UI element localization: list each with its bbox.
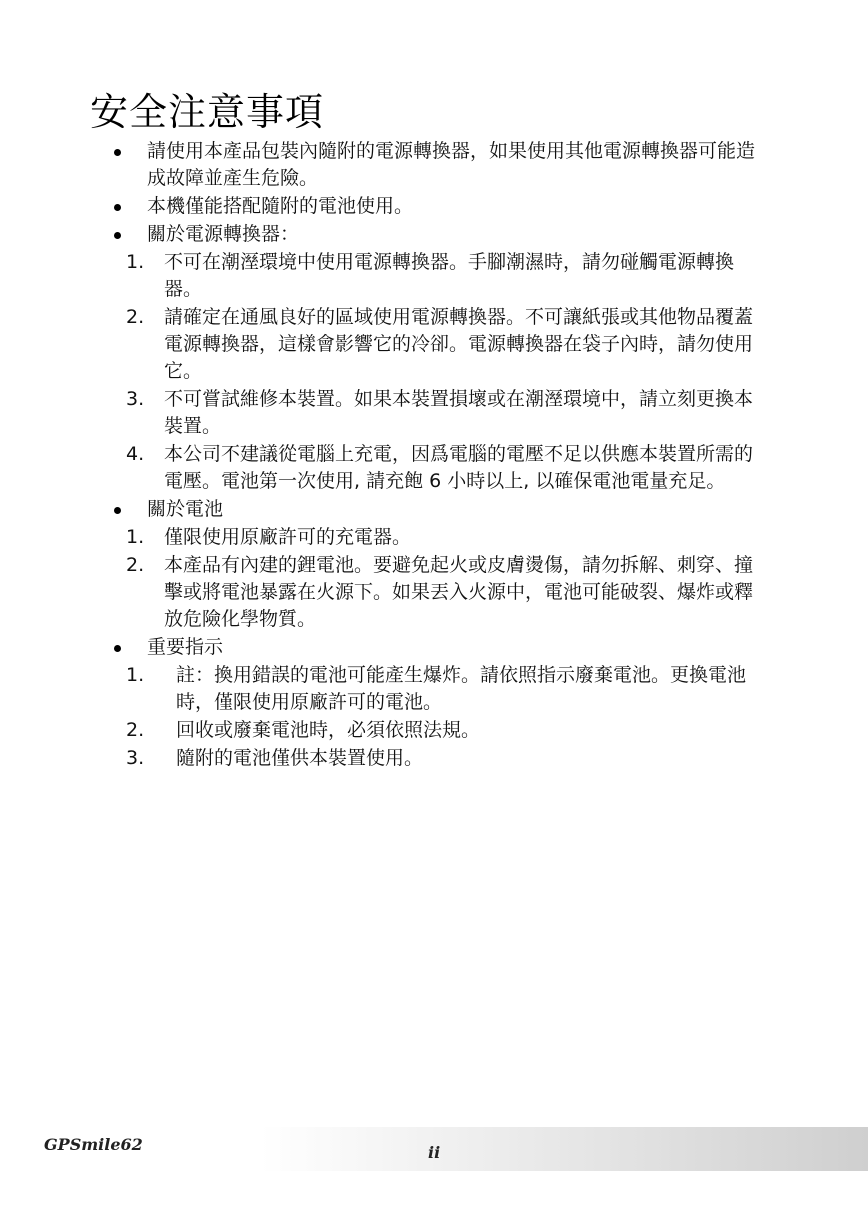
numbered-item [0,717,776,744]
item-text: 本產品有內建的鋰電池。要避免起火或皮膚燙傷，請勿拆解、刺穿、撞擊或將電池暴露在火源下。如果丟入火源中，電池可能破裂、爆炸或釋放危險化學物質。 [164,554,754,630]
numbered-item [0,304,767,385]
item-number: 4. [126,443,145,465]
bullet-item [0,634,770,661]
bullet-dot [114,204,121,211]
bullet-item [0,496,770,523]
bullet-item [0,193,770,220]
bullet-text: 本機僅能搭配隨附的電池使用。 [147,195,414,217]
numbered-item [0,745,776,772]
numbered-item [0,386,767,440]
item-text: 不可嘗試維修本裝置。如果本裝置損壞或在潮溼環境中，請立刻更換本裝置。 [164,388,754,437]
item-text: 僅限使用原廠許可的充電器。 [164,526,412,548]
page-number: ii [428,1143,441,1162]
item-number: 3. [126,747,145,769]
bullet-dot [114,645,121,652]
bullet-dot [114,149,121,156]
item-number: 2. [126,554,145,576]
bullet-item [0,138,770,192]
numbered-item [0,249,767,303]
numbered-item [0,441,767,495]
item-number: 1. [126,251,145,273]
page-footer [0,1127,868,1171]
page-title: 安全注意事項 [90,90,325,134]
item-number: 3. [126,388,145,410]
numbered-item [0,662,776,716]
bullet-text: 重要指示 [147,636,224,658]
item-number: 2. [126,719,145,741]
item-number: 1. [126,526,145,548]
bullet-dot [114,507,121,514]
bullet-dot [114,232,121,239]
item-text: 回收或廢棄電池時，必須依照法規。 [176,719,481,741]
item-number: 2. [126,306,145,328]
bullet-text: 關於電池 [147,498,224,520]
item-text: 本公司不建議從電腦上充電，因爲電腦的電壓不足以供應本裝置所需的電壓。電池第一次使用, 請充飽 6 小時以上, 以確保電池電量充足。 [164,443,754,492]
numbered-item [0,552,767,633]
bullet-text: 請使用本產品包裝內隨附的電源轉換器，如果使用其他電源轉換器可能造成故障並產生危險。 [147,140,756,189]
footer-brand: GPSmile62 [44,1135,143,1154]
item-text: 請確定在通風良好的區域使用電源轉換器。不可讓紙張或其他物品覆蓋電源轉換器，這樣會影響它的冷卻。電源轉換器在袋子內時，請勿使用它。 [164,306,754,382]
safety-content [0,138,868,773]
item-text: 註：換用錯誤的電池可能產生爆炸。請依照指示廢棄電池。更換電池時，僅限使用原廠許可的電池。 [176,664,747,713]
item-number: 1. [126,664,145,686]
bullet-item [0,221,770,248]
numbered-item [0,524,767,551]
bullet-text: 關於電源轉換器： [147,223,300,245]
item-text: 隨附的電池僅供本裝置使用。 [176,747,424,769]
item-text: 不可在潮溼環境中使用電源轉換器。手腳潮濕時，請勿碰觸電源轉換器。 [164,251,735,300]
